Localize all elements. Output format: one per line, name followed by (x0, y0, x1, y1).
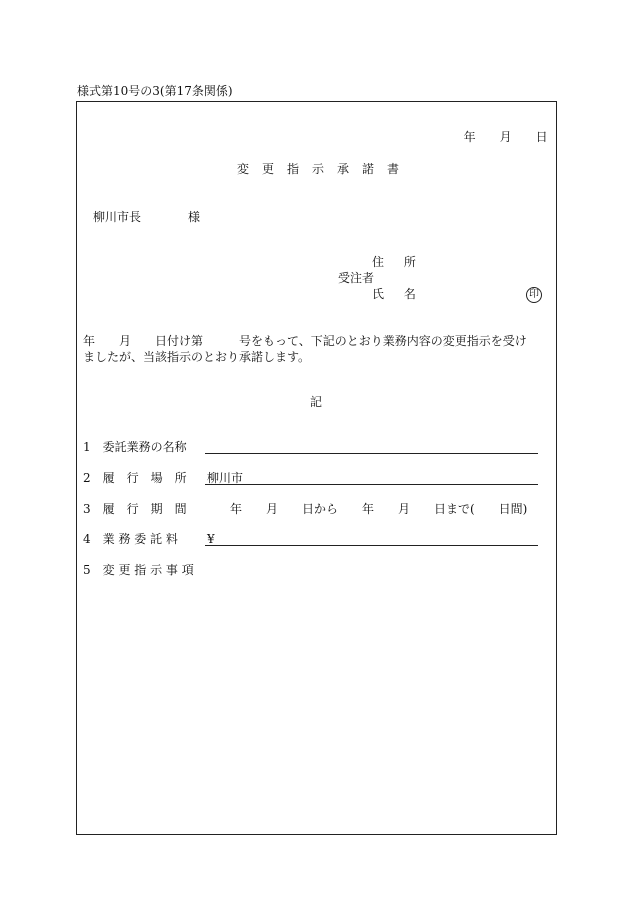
seal-mark: 印 (526, 287, 542, 303)
date-line (456, 119, 548, 143)
item-rule-service-name (205, 453, 538, 454)
ki-heading: 記 (310, 395, 323, 409)
item-label-service-name: 1 委託業務の名称 (83, 440, 187, 454)
body-text (83, 333, 553, 365)
contractor-name-label: 氏 名 (372, 287, 424, 301)
item-value-location: 柳川市 (207, 471, 244, 485)
body-line-1: 年 月 日付け第 号をもって、下記のとおり業務内容の変更指示を受け (83, 334, 527, 348)
contractor-role-label: 受注者 (338, 271, 375, 285)
item-label-change-items: 5 変 更 指 示 事 項 (83, 563, 194, 577)
date-month-label: 月 (499, 130, 512, 144)
contractor-address-label: 住 所 (372, 255, 424, 269)
item-label-period: 3 履 行 期 間 (83, 502, 187, 516)
item-value-period: 年 月 日から 年 月 日まで( 日間) (230, 502, 528, 516)
addressee-name: 柳川市長 (93, 210, 142, 224)
date-day-label: 日 (535, 130, 548, 144)
document-title: 変更指示承諾書 (237, 162, 413, 176)
item-label-fee: 4 業 務 委 託 料 (83, 532, 178, 546)
item-value-fee: ¥ (207, 532, 215, 546)
body-line-2: ましたが、当該指示のとおり承諾します。 (83, 350, 311, 364)
item-rule-location (205, 484, 538, 485)
addressee-honorific: 様 (188, 210, 201, 224)
form-number: 様式第10号の3(第17条関係) (77, 84, 233, 98)
item-rule-fee (205, 545, 538, 546)
date-year-label: 年 (463, 130, 476, 144)
form-frame (76, 101, 557, 835)
item-label-location: 2 履 行 場 所 (83, 471, 187, 485)
